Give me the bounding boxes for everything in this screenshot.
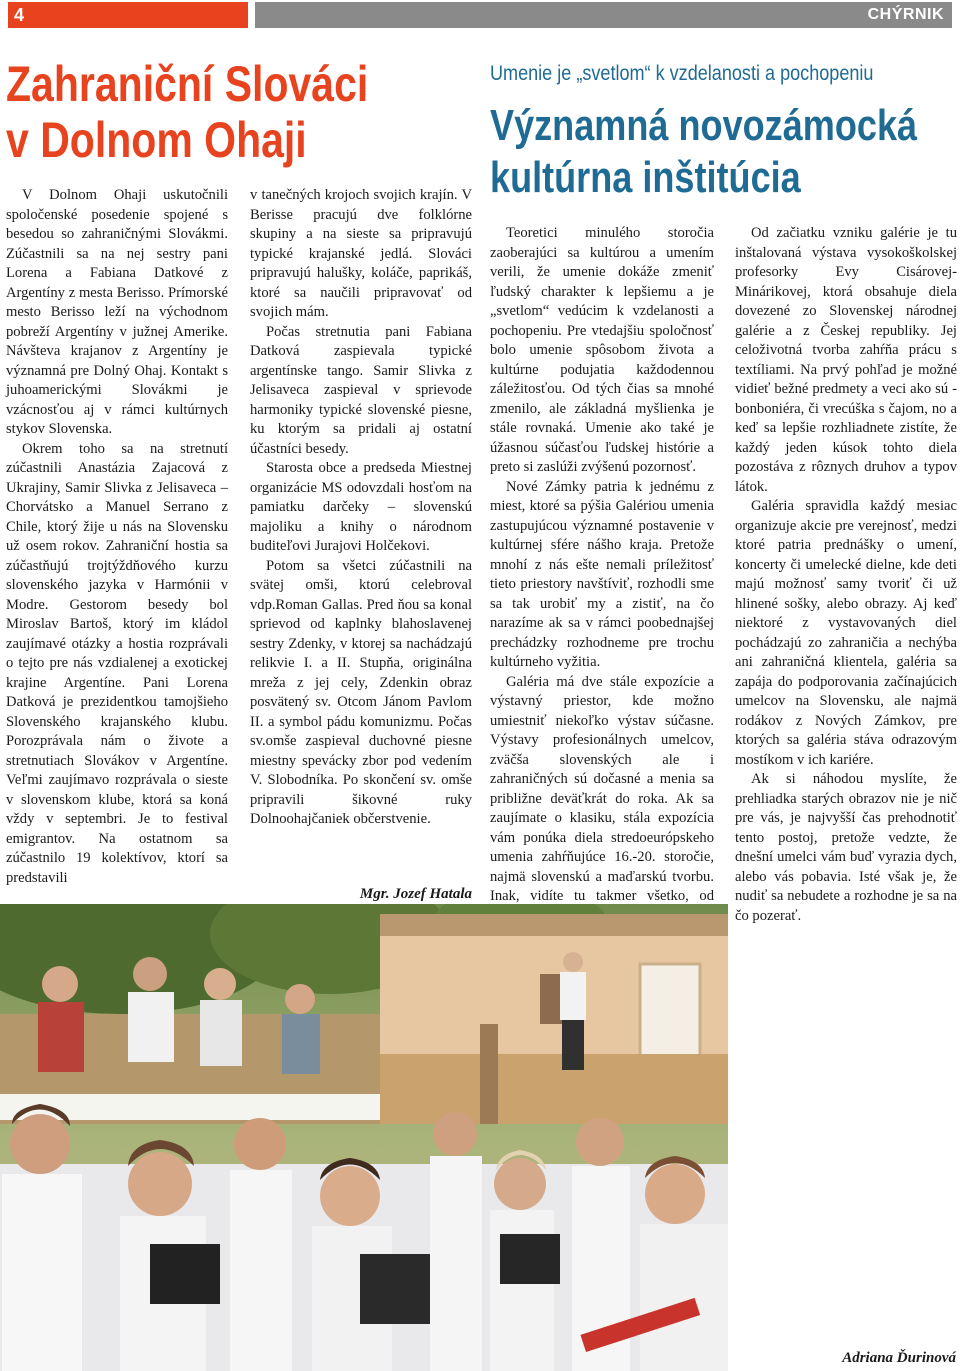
section-bar <box>255 2 952 28</box>
paragraph: Počas stretnutia pani Fabiana Datková zaspievala typické argentínske tango. Samir Slivka z Jelisaveca zaspieval v sprievode harmoniky typické slovenské piesne, ku ktorým sa pridali aj ostatní účastníci besedy. <box>250 323 472 457</box>
left-article-title: Zahraniční Slováci v Dolnom Ohaji <box>6 56 369 168</box>
choir-photo <box>0 904 728 1371</box>
page-number-bar <box>8 2 248 28</box>
paragraph: Galéria má dve stále expozície a výstavný priestor, kde možno umiestniť niekoľko výstav súčasne. Výstavy profesionálnych umelcov, zväčša slovenských ale i zahraničných sú dočasné a menia sa približne deväťkrát do roka. Ak sa zaujímate o klasiku, stála expozícia vám ponúka diela stredoeurópskeho umenia zahŕňujúce 16.-20. storočie, najmä slovenskú a maďarskú tvorbu. Inak, vidíte tu takmer všetko, od <box>490 673 714 904</box>
paragraph: V Dolnom Ohaji uskutočnili spoločenské posedenie spojené s besedou so zahraničnými Slovákmi. Zúčastnili sa na nej sestry pani Lorena a Fabiana Datkové z Argentíny z mesta Berisso. Prímorské mesto Berisso leží na východnom pobreží Argentíny v južnej Amerike. Návšteva krajanov z Argentíny je významná pre Dolný Ohaj. Kontakt s juhoamerickými Slovákmi je vzácnosťou aj v rámci kultúrnych stykov Slovenska. <box>6 187 228 437</box>
paragraph: Starosta obce a predseda Miestnej organizácie MS odovzdali hosťom na pamiatku darčeky – slovenskú majoliku a knihy o národnom buditeľovi Jurajovi Holčekovi. <box>250 460 472 554</box>
paragraph: Od začiatku vzniku galérie je tu inštalovaná výstava vysokoškolskej profesorky Evy Cisárovej-Minárikovej, ktorá obsahuje diela dovezené zo Slovenskej národnej galérie a z Českej republiky. Jej celoživotná tvorba zahŕňa prácu s textíliami. Na prvý pohľad je možné vidieť bežné predmety a veci ako sú - bonboniéra, či vrecúška s čajom, no a keď sa lepšie rozhliadnete zistíte, že každý jeden kúsok tohto diela pozostáva z rôznych druhov a typov látok. <box>735 225 957 495</box>
paragraph: v tanečných krojoch svojich krajín. V Berisse pracujú dve folklórne skupiny a na sieste sa pripravujú typické krajanské jedlá. Slováci pripravujú halušky, koláče, paprikáš, ktoré sa naučili pripravovať od svojich mám. <box>250 187 472 320</box>
paragraph: Teoretici minulého storočia zaoberajúci sa kultúrou a umením verili, že umenie dokáže zmeniť ľudský charakter k lepšiemu a je „svetlom“ vedúcim k vzdelanosti a pochopeniu. Pre vtedajšiu spoločnosť bolo umenie spôsobom života a kultúrne podujatia každodennou záležitosťou. Od tých čias sa mnohé zmenilo, ale základná myšlienka je stále rovnaká. Umenie ako také je úžasnou súčasťou ľudskej histórie a preto si zaslúži zvýšenú pozornosť. <box>490 225 714 475</box>
paragraph: Galéria spravidla každý mesiac organizuje akcie pre verejnosť, medzi ktoré patria prednášky o umení, koncerty či umelecké dielne, kde deti majú možnosť samy tvoriť či už hlinené sošky, alebo obrazy. Aj keď niektoré z vystavovaných diel pochádzajú zo zahraničia a nechýba ani zahraničná klientela, galéria sa zapája do podporovania začínajúcich umelcov na Slovensku, ale najmä rodákov z Nových Zámkov, pre ktorých sa galéria stáva odrazovým mostíkom v ich kariére. <box>735 498 957 768</box>
paragraph: Ak si náhodou myslíte, že prehliadka starých obrazov nie je nič pre vás, je najvyšší čas prehodnotiť tento postoj, pretože vedzte, že dnešní umelci vám buď vyrazia dych, alebo vás pobavia. Isté však je, že nudiť sa nebudete a rozhodne je sa na čo pozerať. <box>735 771 957 924</box>
left-article-column-2 <box>250 186 472 830</box>
right-article-author: Adriana Ďurinová <box>842 1350 956 1366</box>
section-title: CHÝRNIK <box>867 6 944 23</box>
paragraph: Potom sa všetci zúčastnili na svätej omši, ktorú celebroval vdp.Roman Gallas. Pred ňou sa konal sprievod od kaplnky blahoslavenej sestry Zdenky, v ktorej sa nachádzajú relikvie I. a II. Stupňa, originálna mreža z jej cely, Zdenkin obraz posvätený sv. Otcom Jánom Pavlom II. a symbol pádu komunizmu. Počas sv.omše zaspieval duchovné piesne miestny spevácky zbor pod vedením V. Slobodníka. Po skončení sv. omše pripravili šikovné ruky Dolnoohajčaniek občerstvenie. <box>250 557 472 827</box>
choir-photo-illustration <box>0 904 728 1371</box>
page-number: 4 <box>14 5 25 25</box>
left-article-column-1 <box>6 186 228 888</box>
left-article-author: Mgr. Jozef Hatala <box>359 886 472 902</box>
paragraph: Okrem toho sa na stretnutí zúčastnili Anastázia Zajacová z Ukrajiny, Samir Slivka z Jelisaveca – Chorvátsko a Manuel Serrano z Chile, ktorý žije u nás na Slovensku už osem rokov. Zahraniční hostia sa zúčastňujú trojtýždňového kurzu slovenského jazyka v Harmónii v Modre. Gestorom besedy bol Miroslav Bartoš, ktorý im kládol zaujímavé otázky a hostia rozprávali o tejto pre nás vzdialenej a exotickej krajine Argentíne. Pani Lorena Datková je prezidentkou tamojšieho Slovenského krajanského klubu. Porozprávala nám o živote a stretnutiach Slovákov v Argentíne. Veľmi zaujímavo rozprávala o sieste v slovenskom klube, ktorá sa koná vždy v septembri. Je to festival emigrantov. Na ostatnom sa zúčastnilo 19 kolektívov, ktorí sa predstavili <box>6 440 228 886</box>
paragraph: Nové Zámky patria k jednému z miest, ktoré sa pýšia Galériou umenia zastupujúcou významné postavenie v kultúrnej sfére nášho kraja. Pretože mnohí z nás ešte nemali príležitosť tieto priestory navštíviť, rozhodli sme sa tak urobiť my a zistiť, na čo narazíme ak sa v rámci poobednajšej prechádzky rozhodneme pre trochu kultúrneho vyžitia. <box>490 478 714 670</box>
right-article-column-2 <box>735 224 957 926</box>
right-article-title: Významná novozámocká kultúrna inštitúcia <box>490 101 918 202</box>
right-article-kicker: Umenie je „svetlom“ k vzdelanosti a pochopeniu <box>490 62 874 85</box>
